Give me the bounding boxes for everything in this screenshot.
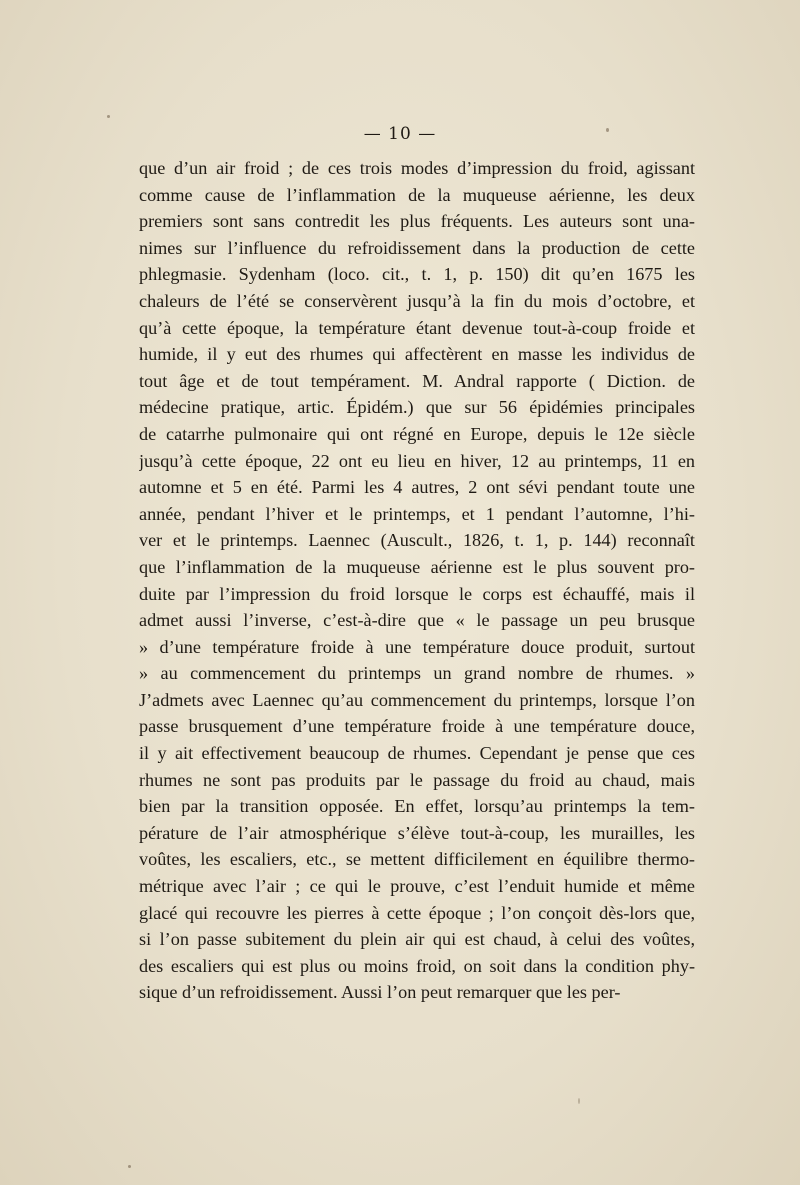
text-line-19: » d’une température froide à une température douce produit, surtout [139,636,695,657]
text-line-8: humide, il y eut des rhumes qui affectèrent en masse les individus de [139,344,695,365]
text-line-13: automne et 5 en été. Parmi les 4 autres, 2 ont sévi pendant toute une [139,477,695,498]
text-line-4: nimes sur l’influence du refroidissement dans la production de cette [139,237,695,258]
paper-speck [578,1098,580,1104]
text-line-23: il y ait effectivement beaucoup de rhumes. Cependant je pense que ces [139,743,695,764]
text-line-3: premiers sont sans contredit les plus fréquents. Les auteurs sont una- [139,211,695,232]
text-line-30: si l’on passe subitement du plein air qui est chaud, à celui des voûtes, [139,929,695,950]
text-line-31: des escaliers qui est plus ou moins froid, on soit dans la condition phy- [139,955,695,976]
text-line-24: rhumes ne sont pas produits par le passage du froid au chaud, mais [139,769,695,790]
page-number: — 10 — [363,124,437,144]
text-line-15: ver et le printemps. Laennec (Auscult., 1826, t. 1, p. 144) reconnaît [139,530,695,551]
text-line-18: admet aussi l’inverse, c’est-à-dire que « le passage un peu brusque [139,610,695,631]
text-line-21: J’admets avec Laennec qu’au commencement du printemps, lorsque l’on [139,689,695,710]
text-line-2: comme cause de l’inflammation de la muqueuse aérienne, les deux [139,184,695,205]
text-line-22: passe brusquement d’une température froide à une température douce, [139,716,695,737]
text-line-14: année, pendant l’hiver et le printemps, et 1 pendant l’automne, l’hi- [139,503,695,524]
text-line-20: » au commencement du printemps un grand nombre de rhumes. » [139,663,695,684]
body-text [139,155,695,1006]
text-line-9: tout âge et de tout tempérament. M. Andral rapporte ( Diction. de [139,370,695,391]
text-line-27: voûtes, les escaliers, etc., se mettent difficilement en équilibre thermo- [139,849,695,870]
text-line-12: jusqu’à cette époque, 22 ont eu lieu en hiver, 12 au printemps, 11 en [139,450,695,471]
text-line-28: métrique avec l’air ; ce qui le prouve, c’est l’enduit humide et même [139,876,695,897]
text-line-11: de catarrhe pulmonaire qui ont régné en Europe, depuis le 12e siècle [139,423,695,444]
text-line-32: sique d’un refroidissement. Aussi l’on peut remarquer que les per- [139,982,621,1003]
text-line-16: que l’inflammation de la muqueuse aérienne est le plus souvent pro- [139,556,695,577]
text-line-10: médecine pratique, artic. Épidém.) que sur 56 épidémies principales [139,397,695,418]
text-line-29: glacé qui recouvre les pierres à cette époque ; l’on conçoit dès-lors que, [139,902,695,923]
text-line-7: qu’à cette époque, la température étant devenue tout-à-coup froide et [139,317,695,338]
text-line-1: que d’un air froid ; de ces trois modes d’impression du froid, agissant [139,158,695,178]
text-line-17: duite par l’impression du froid lorsque le corps est échauffé, mais il [139,583,695,604]
text-line-25: bien par la transition opposée. En effet, lorsqu’au printemps la tem- [139,796,695,817]
paper-speck [107,115,110,118]
text-line-5: phlegmasie. Sydenham (loco. cit., t. 1, p. 150) dit qu’en 1675 les [139,264,695,285]
text-line-26: pérature de l’air atmosphérique s’élève tout-à-coup, les murailles, les [139,822,695,843]
paper-speck [606,128,609,132]
paper-speck [128,1165,131,1168]
text-line-6: chaleurs de l’été se conservèrent jusqu’à la fin du mois d’octobre, et [139,290,695,311]
